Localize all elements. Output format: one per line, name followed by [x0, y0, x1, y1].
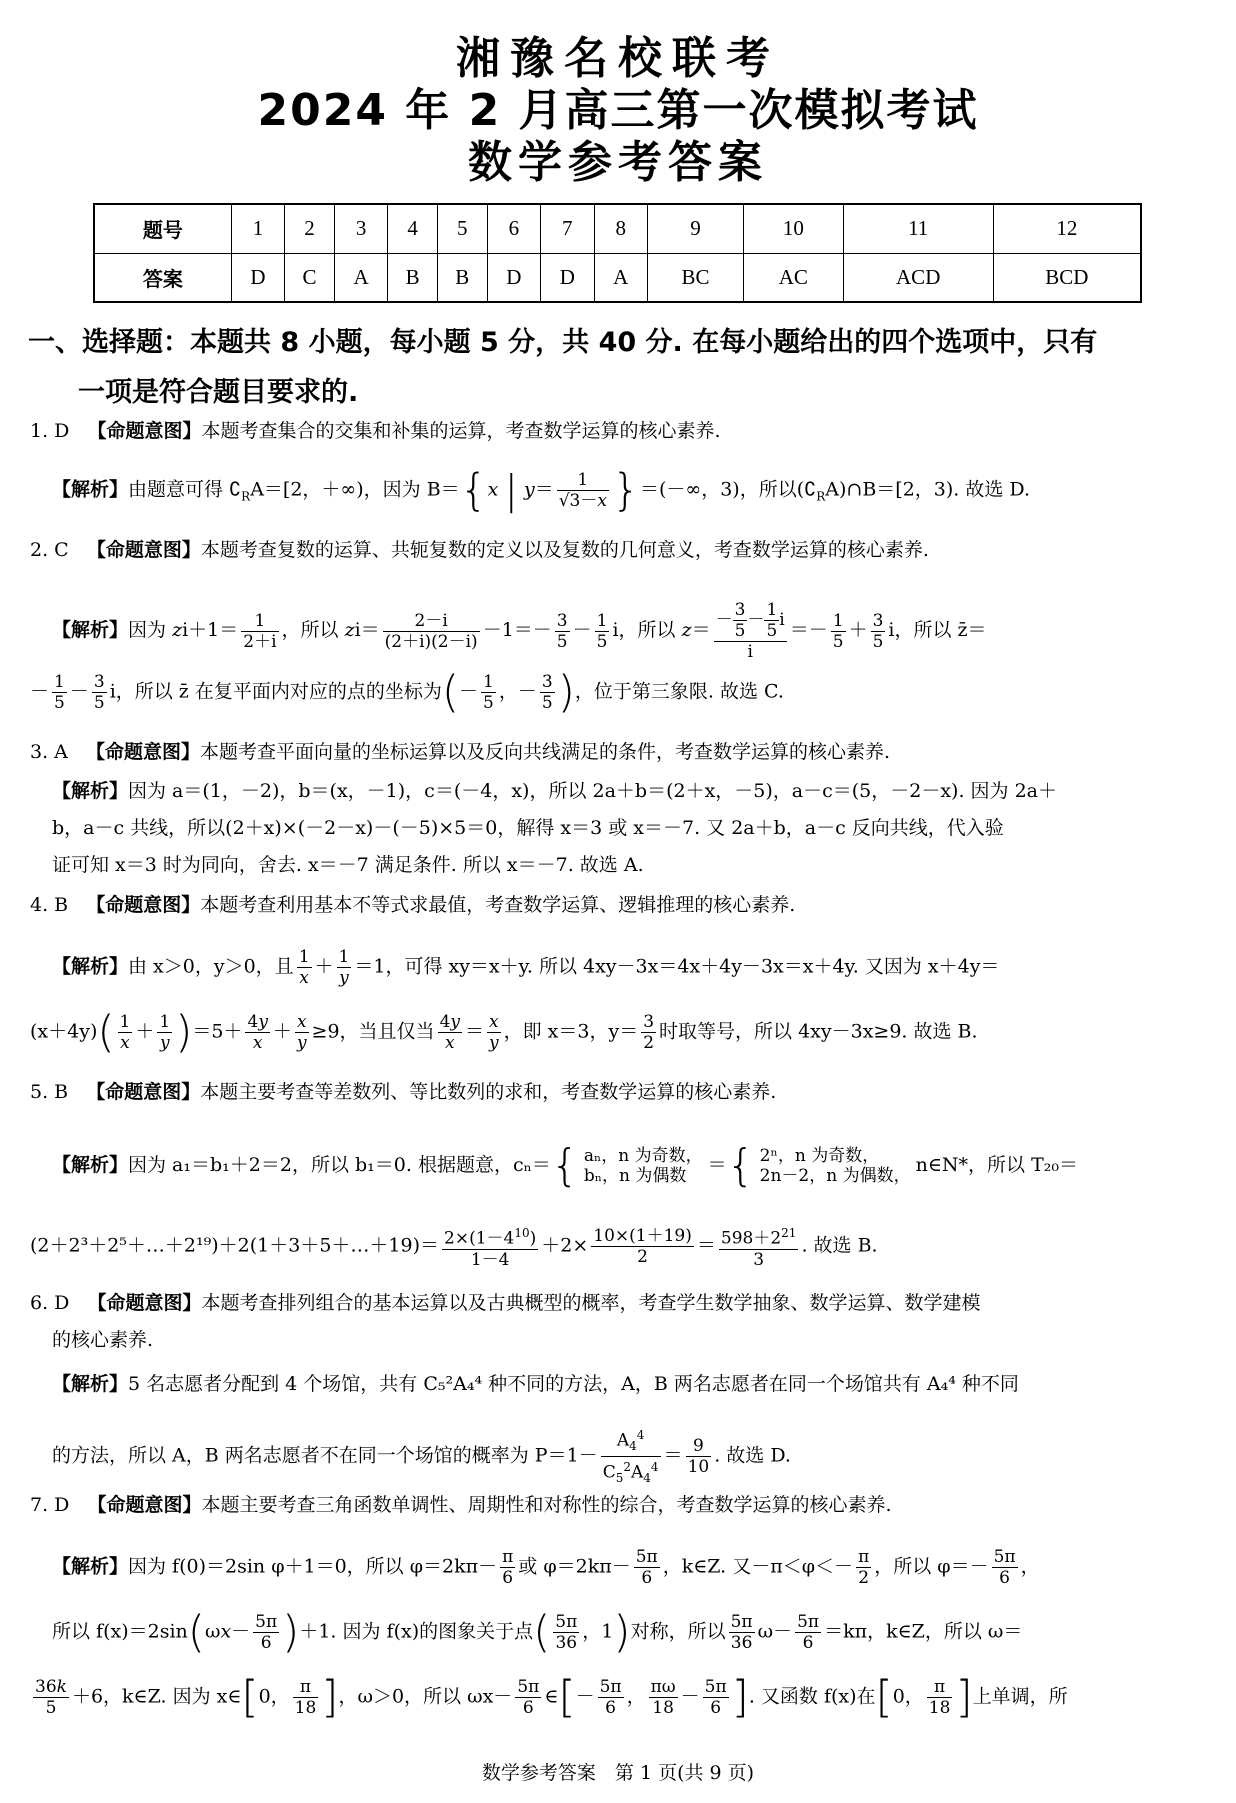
q2-analysis-cont: － $\frac{1}{5}$ － $\frac{3}{5}$ i，所以 z̄ 在复平面内对应的点的坐标为(－ $\frac{1}{5}$ ，－ $\frac{3}{5}$ )，位于第三象限. 故选 C. — [30, 666, 784, 718]
q2-analysis: 【解析】因为 zi＋1＝ $\frac{1}{2+i}$ ，所以 zi＝ $\frac{2-i}{(2+i)(2-i)}$ －1＝－ $\frac{3}{5}$ － $\frac{1}{5}$ i，所以 z＝ － $\frac{3}{5}$ － $\frac{1}{5}$ i i ＝－ $\frac{1}{5}$ ＋ $\frac{3}{5}$ i，所以 z̄＝ — [52, 600, 987, 662]
page-footer: 数学参考答案 第 1 页(共 9 页) — [481, 1762, 755, 1784]
q-number: 4 — [388, 204, 438, 253]
q6-analysis-2: 的方法，所以 A，B 两名志愿者不在同一个场馆的概率为 P＝1－ $\frac{A_4^4}{C_5^2A_4^4}$ ＝ $\frac{9}{10}$ . 故选 D. — [52, 1425, 1210, 1488]
q6-intent: 6. D 【命题意图】本题考查排列组合的基本运算以及古典概型的概率，考查学生数学抽象、数学运算、数学建模 — [30, 1292, 981, 1314]
doc-title: 数学参考答案 — [468, 137, 768, 188]
q5-intent: 5. B 【命题意图】本题主要考查等差数列、等比数列的求和，考查数学运算的核心素养. — [30, 1081, 777, 1103]
section-heading — [28, 318, 1218, 418]
q1-analysis: 【解析】由题意可得 $∁_RA=[2$，＋∞)，因为 B＝{x | y＝ $\frac{1}{√3-x}$ }＝(－∞，3)，所以$(∁_RA)\cap B=[2$，3). 故选 D. — [52, 464, 1030, 516]
q5-analysis-2: (2＋2³＋2⁵＋…＋2¹⁹)＋2(1＋3＋5＋…＋19)＝ $\frac{2\times(1-4^{10})}{1-4}$ ＋2× $\frac{10\times(1+19)}{2}$ ＝ $\frac{598+2^{21}}{3}$ . 故选 B. — [30, 1223, 1210, 1270]
q2-intent: 2. C 【命题意图】本题考查复数的运算、共轭复数的定义以及复数的几何意义，考查数学运算的核心素养. — [30, 539, 929, 561]
section-heading-line1: 一、选择题：本题共 8 小题，每小题 5 分，共 40 分. 在每小题给出的四个选项中，只有 — [28, 327, 1098, 358]
exam-org-title: 湘豫名校联考 — [456, 33, 780, 84]
q-number: 7 — [541, 204, 594, 253]
q-answer: D — [231, 253, 284, 302]
q4-intent: 4. B 【命题意图】本题考查利用基本不等式求最值，考查数学运算、逻辑推理的核心素养. — [30, 894, 796, 916]
q3-analysis-1: 【解析】因为 a＝(1，－2)，b＝(x，－1)，c＝(－4，x)，所以 2a＋b＝(2＋x，－5)，a－c＝(5，－2－x). 因为 2a＋ — [52, 780, 1058, 802]
q6-analysis-1: 【解析】5 名志愿者分配到 4 个场馆，共有 C₅²A₄⁴ 种不同的方法，A，B 两名志愿者在同一个场馆共有 A₄⁴ 种不同 — [52, 1373, 1019, 1395]
q-number: 11 — [843, 204, 993, 253]
q3-analysis-3: 证可知 x＝3 时为同向，舍去. x＝－7 满足条件. 所以 x＝－7. 故选 A. — [52, 854, 644, 876]
q4-analysis-2: (x＋4y)( $\frac{1}{x}$ ＋ $\frac{1}{y}$ )＝5＋ $\frac{4y}{x}$ ＋ $\frac{x}{y}$ ≥9，当且仅当 $\frac{4y}{x}$ ＝ $\frac{x}{y}$ ，即 x＝3，y＝ $\frac{3}{2}$ 时取等号，所以 4xy－3x≥9. 故选 B. — [30, 1006, 978, 1058]
answer-table — [93, 203, 1142, 303]
q-number: 10 — [743, 204, 843, 253]
q-number: 1 — [231, 204, 284, 253]
q-answer: ACD — [843, 253, 993, 302]
q-number: 6 — [487, 204, 540, 253]
q-number: 9 — [647, 204, 743, 253]
q-answer: A — [594, 253, 647, 302]
q7-intent: 7. D 【命题意图】本题主要考查三角函数单调性、周期性和对称性的综合，考查数学运算的核心素养. — [30, 1494, 892, 1516]
q-number: 3 — [334, 204, 387, 253]
q7-analysis-1: 【解析】因为 f(0)＝2sin φ＋1＝0，所以 φ＝2kπ－ $\frac{\pi}{6}$ 或 φ＝2kπ－ $\frac{5\pi}{6}$ ，k∈Z. 又－π＜φ＜－ $\frac{\pi}{2}$ ，所以 φ＝－ $\frac{5\pi}{6}$ ， — [52, 1547, 1040, 1588]
answer-table-answer-row — [94, 253, 1141, 302]
q1-intent: 1. D 【命题意图】本题考查集合的交集和补集的运算，考查数学运算的核心素养. — [30, 420, 721, 442]
answer-table-number-row — [94, 204, 1141, 253]
exam-name-title: 2024 年 2 月高三第一次模拟考试 — [257, 85, 979, 136]
q-number: 5 — [437, 204, 487, 253]
section-heading-line2: 一项是符合题目要求的. — [78, 377, 359, 408]
q4-analysis-1: 【解析】由 x＞0，y＞0，且 $\frac{1}{x}$ ＋ $\frac{1}{y}$ ＝1，可得 xy＝x＋y. 所以 4xy－3x＝4x＋4y－3x＝x＋4y. 又因为 x＋4y＝ — [52, 947, 1000, 988]
q7-analysis-2: 所以 f(x)＝2sin(ωx－ $\frac{5\pi}{6}$ )＋1. 因为 f(x)的图象关于点( $\frac{5\pi}{36}$ ，1)对称，所以 $\frac{5\pi}{36}$ ω－ $\frac{5\pi}{6}$ ＝kπ，k∈Z，所以 ω＝ — [52, 1606, 1023, 1658]
q-number: 8 — [594, 204, 647, 253]
q-number: 12 — [993, 204, 1141, 253]
q-answer: AC — [743, 253, 843, 302]
q-answer: B — [437, 253, 487, 302]
q3-intent: 3. A 【命题意图】本题考查平面向量的坐标运算以及反向共线满足的条件，考查数学运算的核心素养. — [30, 741, 891, 763]
q5-analysis-1: 【解析】因为 a₁＝b₁＋2＝2，所以 b₁＝0. 根据题意，cₙ＝{ aₙ，n 为奇数， bₙ，n 为偶数 ＝{ 2ⁿ，n 为奇数， 2n－2，n 为偶数， n∈N*，所以 T₂₀＝ — [52, 1140, 1078, 1191]
q-answer: C — [285, 253, 335, 302]
row-label-number: 题号 — [94, 204, 231, 253]
q-answer: B — [388, 253, 438, 302]
q-answer: A — [334, 253, 387, 302]
q6-intent-cont: 的核心素养. — [52, 1329, 154, 1351]
q3-analysis-2: b，a－c 共线，所以(2＋x)×(－2－x)－(－5)×5＝0，解得 x＝3 或 x＝－7. 又 2a＋b，a－c 反向共线，代入验 — [52, 817, 1004, 839]
q-number: 2 — [285, 204, 335, 253]
q7-analysis-3: $\frac{36k}{5}$ ＋6，k∈Z. 因为 x∈[0， $\frac{\pi}{18}$ ]，ω＞0，所以 ωx－ $\frac{5\pi}{6}$ ∈[－ $\frac{5\pi}{6}$ ， $\frac{\pi\omega}{18}$ － $\frac{5\pi}{6}$ ]. 又函数 f(x)在[0， $\frac{\pi}{18}$ ]上单调，所 — [35, 1671, 1068, 1723]
q-answer: BCD — [993, 253, 1141, 302]
q-answer: BC — [647, 253, 743, 302]
row-label-answer: 答案 — [94, 253, 231, 302]
q-answer: D — [487, 253, 540, 302]
q-answer: D — [541, 253, 594, 302]
